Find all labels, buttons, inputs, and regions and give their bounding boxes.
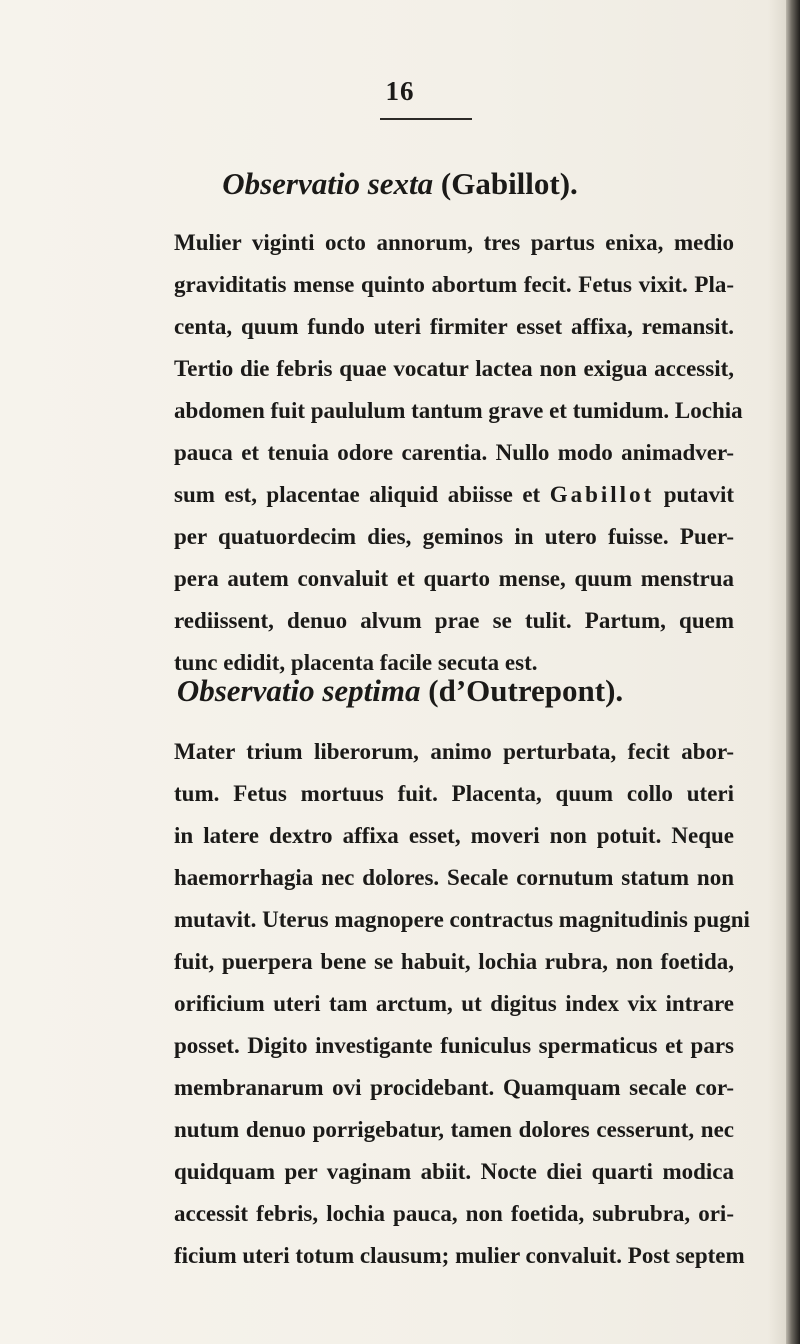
text-fragment: sum est, placentae aliquid abiisse et: [174, 482, 541, 507]
text-line: mutavit. Uterus magnopere contractus magnitudinis pugni: [174, 907, 750, 932]
text-line: accessit febris, lochia pauca, non foetida, subrubra, ori-: [174, 1201, 734, 1226]
heading-author-part: (d’Outrepont).: [428, 673, 624, 708]
text-line: Tertio die febris quae vocatur lactea non exigua accessit,: [174, 356, 734, 381]
paragraph-observatio-septima: [174, 731, 750, 1277]
page-number-rule: [380, 118, 472, 120]
paragraph-observatio-sexta: [174, 222, 743, 684]
text-line: per quatuordecim dies, geminos in utero fuisse. Puer-: [174, 524, 734, 549]
text-line: membranarum ovi procidebant. Quamquam secale cor-: [174, 1075, 734, 1100]
text-line: rediissent, denuo alvum prae se tulit. Partum, quem: [174, 608, 734, 633]
section-heading-observatio-septima: [0, 673, 800, 709]
text-line: ficium uteri totum clausum; mulier convaluit. Post septem: [174, 1243, 745, 1268]
text-line: orificium uteri tam arctum, ut digitus index vix intrare: [174, 991, 734, 1016]
page-number: 16: [385, 76, 415, 106]
text-line: fuit, puerpera bene se habuit, lochia rubra, non foetida,: [174, 949, 734, 974]
text-line: abdomen fuit paululum tantum grave et tumidum. Lochia: [174, 398, 743, 423]
text-line: pera autem convaluit et quarto mense, quum menstrua: [174, 566, 734, 591]
text-line: quidquam per vaginam abiit. Nocte diei quarti modica: [174, 1159, 734, 1184]
text-line: Mater trium liberorum, animo perturbata, fecit abor-: [174, 739, 734, 764]
text-line: in latere dextro affixa esset, moveri non potuit. Neque: [174, 823, 734, 848]
text-line: tunc edidit, placenta facile secuta est.: [174, 650, 538, 675]
section-heading-observatio-sexta: [0, 166, 800, 202]
text-line: graviditatis mense quinto abortum fecit. Fetus vixit. Pla-: [174, 272, 734, 297]
heading-author-part: (Gabillot).: [440, 166, 578, 201]
text-line: posset. Digito investigante funiculus spermaticus et pars: [174, 1033, 734, 1058]
text-line: Mulier viginti octo annorum, tres partus enixa, medio: [174, 230, 734, 255]
text-fragment: putavit: [663, 482, 735, 507]
heading-italic-part: Observatio sexta: [222, 166, 434, 201]
text-line: haemorrhagia nec dolores. Secale cornutum statum non: [174, 865, 734, 890]
author-name-spaced: Gabillot: [549, 482, 655, 507]
text-line: centa, quum fundo uteri firmiter esset affixa, remansit.: [174, 314, 734, 339]
text-line: [174, 474, 734, 516]
heading-italic-part: Observatio septima: [176, 673, 421, 708]
text-line: nutum denuo porrigebatur, tamen dolores cesserunt, nec: [174, 1117, 734, 1142]
text-line: tum. Fetus mortuus fuit. Placenta, quum collo uteri: [174, 781, 734, 806]
text-line: pauca et tenuia odore carentia. Nullo modo animadver-: [174, 440, 734, 465]
